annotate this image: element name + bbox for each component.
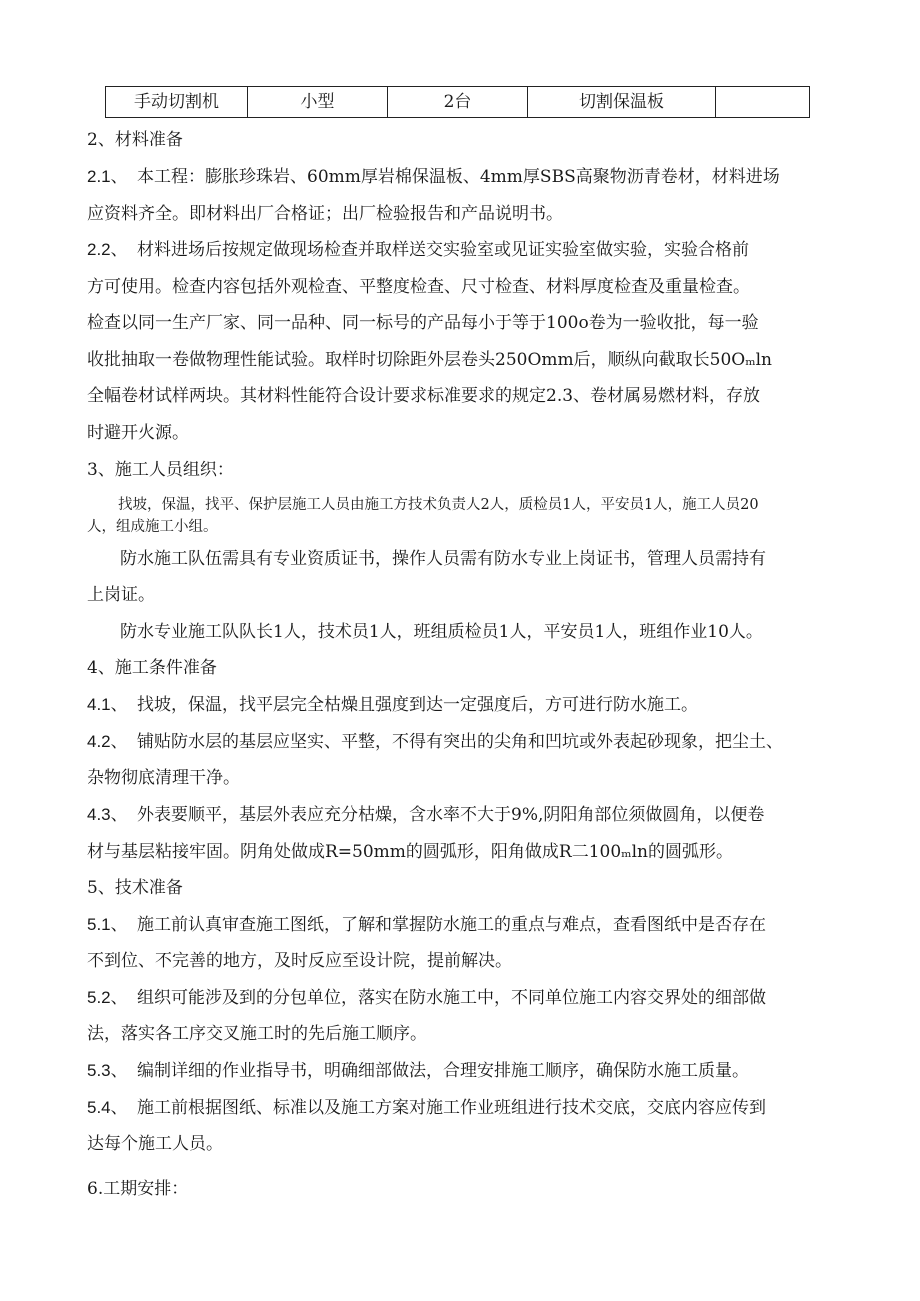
text-line <box>87 385 760 407</box>
text-line <box>118 494 759 516</box>
line-text: 达每个施工人员。 <box>87 1134 223 1154</box>
line-text: 6.工期安排： <box>87 1179 189 1199</box>
text-line <box>87 276 750 298</box>
table-cell-quantity: 2台 <box>388 87 528 118</box>
line-text: 找坡，保温，找平层完全枯燥且强度到达一定强度后，方可进行防水施工。 <box>137 695 698 715</box>
text-line <box>87 950 512 972</box>
section-number: 5.1、 <box>87 915 128 934</box>
table-cell-name: 手动切割机 <box>106 87 248 118</box>
text-line <box>87 987 766 1009</box>
section-number: 5.3、 <box>87 1061 128 1080</box>
section-number: 5.2、 <box>87 988 128 1007</box>
line-text: 材料进场后按规定做现场检查并取样送交实验室或见证实验室做实验，实验合格前 <box>137 240 749 260</box>
text-line <box>87 731 783 753</box>
line-text: 应资料齐全。即材料出厂合格证；出厂检验报告和产品说明书。 <box>87 204 563 224</box>
line-text: 方可使用。检查内容包括外观检查、平整度检查、尺寸检查、材料厚度检查及重量检查。 <box>87 277 750 297</box>
text-line <box>87 1023 427 1045</box>
line-text: 检查以同一生产厂家、同一品种、同一标号的产品每小于等于100o卷为一验收批，每一验 <box>87 313 759 333</box>
line-text: 组织可能涉及到的分包单位，落实在防水施工中，不同单位施工内容交界处的细部做 <box>137 988 766 1008</box>
line-text: 不到位、不完善的地方，及时反应至设计院，提前解决。 <box>87 951 512 971</box>
line-text: 防水专业施工队队长1人，技术员1人，班组质检员1人，平安员1人，班组作业10人。 <box>120 622 763 642</box>
section-number: 4.2、 <box>87 732 128 751</box>
text-line <box>87 516 218 538</box>
text-line <box>87 166 780 188</box>
line-text: 全幅卷材试样两块。其材料性能符合设计要求标准要求的规定2.3、卷材属易燃材料，存放 <box>87 386 761 406</box>
text-line <box>87 239 749 261</box>
section-number: 5.4、 <box>87 1098 128 1117</box>
line-text: 施工前认真审查施工图纸，了解和掌握防水施工的重点与难点，查看图纸中是否存在 <box>137 915 766 935</box>
text-line <box>87 129 183 151</box>
text-line <box>87 841 733 863</box>
line-text: 时避开火源。 <box>87 423 189 443</box>
text-line <box>87 767 240 789</box>
section-number: 2.1、 <box>87 167 128 186</box>
line-text: 2、材料准备 <box>87 130 183 150</box>
line-text: 法，落实各工序交叉施工时的先后施工顺序。 <box>87 1024 427 1044</box>
text-line <box>87 422 189 444</box>
line-text: 材与基层粘接牢固。阴角处做成R=50mm的圆弧形，阳角做成R二100ₘln的圆弧形。 <box>87 842 733 862</box>
line-text: 人，组成施工小组。 <box>87 519 218 535</box>
section-number: 4.3、 <box>87 805 128 824</box>
text-line <box>87 804 764 826</box>
text-line <box>87 1178 188 1200</box>
line-text: 5、技术准备 <box>87 878 183 898</box>
line-text: 3、施工人员组织： <box>87 460 234 480</box>
line-text: 施工前根据图纸、标准以及施工方案对施工作业班组进行技术交底，交底内容应传到 <box>137 1098 766 1118</box>
equipment-table <box>105 86 810 118</box>
table-row <box>106 87 810 118</box>
table-cell-remark <box>716 87 810 118</box>
text-line <box>87 657 217 679</box>
line-text: 收批抽取一卷做物理性能试验。取样时切除距外层卷头250Omm后，顺纵向截取长50Oₘln <box>87 350 773 370</box>
text-line <box>87 914 766 936</box>
table-cell-usage: 切割保温板 <box>528 87 716 118</box>
text-line <box>120 621 763 643</box>
line-text: 杂物彻底清理干净。 <box>87 768 240 788</box>
line-text: 外表要顺平，基层外表应充分枯燥，含水率不大于9%,阴阳角部位须做圆角，以便卷 <box>137 805 765 825</box>
text-line <box>87 203 563 225</box>
line-text: 找坡，保温，找平、保护层施工人员由施工方技术负责人2人，质检员1人，平安员1人，施工人员20 <box>118 497 759 513</box>
table-cell-spec: 小型 <box>248 87 388 118</box>
line-text: 4、施工条件准备 <box>87 658 217 678</box>
line-text: 编制详细的作业指导书，明确细部做法，合理安排施工顺序，确保防水施工质量。 <box>137 1061 749 1081</box>
line-text: 防水施工队伍需具有专业资质证书，操作人员需有防水专业上岗证书，管理人员需持有 <box>120 549 766 569</box>
line-text: 上岗证。 <box>87 585 155 605</box>
text-line <box>87 877 183 899</box>
line-text: 铺贴防水层的基层应坚实、平整，不得有突出的尖角和凹坑或外表起砂现象，把尘土、 <box>137 732 783 752</box>
section-number: 2.2、 <box>87 240 128 259</box>
text-line <box>87 459 234 481</box>
text-line <box>87 694 698 716</box>
text-line <box>87 312 759 334</box>
section-number: 4.1、 <box>87 695 128 714</box>
text-line <box>87 349 772 371</box>
line-text: 本工程：膨胀珍珠岩、60mm厚岩棉保温板、4mm厚SBS高聚物沥青卷材，材料进场 <box>137 167 780 187</box>
text-line <box>120 548 766 570</box>
text-line <box>87 1097 766 1119</box>
text-line <box>87 1060 749 1082</box>
text-line <box>87 1133 223 1155</box>
text-line <box>87 584 155 606</box>
